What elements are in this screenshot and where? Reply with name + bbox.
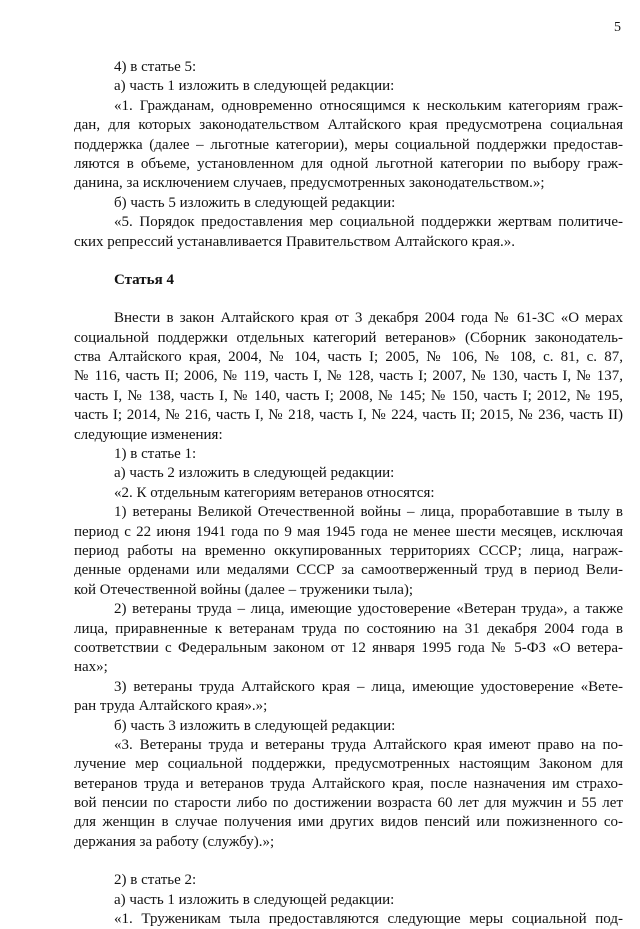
paragraph-line: 2) в статье 2:: [114, 872, 197, 889]
paragraph-line: часть I; 2014, № 216, часть I, № 218, часть I, № 224, часть II; 2015, № 236, часть II): [74, 407, 623, 424]
paragraph-line: период с 22 июня 1941 года по 9 мая 1945 года не менее шести месяцев, исключая: [74, 523, 623, 540]
paragraph-line: Внести в закон Алтайского края от 3 декабря 2004 года № 61-ЗС «О мерах: [114, 310, 623, 327]
paragraph-line: а) часть 1 изложить в следующей редакции:: [114, 891, 395, 908]
paragraph-gap: [74, 852, 623, 871]
paragraph-line: данина, за исключением случаев, предусмотренных законодательством.»;: [74, 175, 545, 192]
paragraph-line: часть I, № 138, часть I, № 140, часть I; 2008, № 145; № 150, часть I; 2012, № 195,: [74, 387, 623, 404]
paragraph-line: «3. Ветераны труда и ветераны труда Алтайского края имеют право на по-: [114, 736, 623, 753]
paragraph-line: «1. Труженикам тыла предоставляются следующие меры социальной под-: [114, 911, 623, 928]
paragraph-line: б) часть 3 изложить в следующей редакции:: [114, 717, 396, 734]
paragraph-line: ран труда Алтайского края».»;: [74, 698, 268, 715]
paragraph-line: а) часть 1 изложить в следующей редакции:: [114, 78, 395, 95]
paragraph-line: период работы на временно оккупированных территориях СССР; лица, награж-: [74, 542, 623, 559]
paragraph-line: «5. Порядок предоставления мер социальной поддержки жертвам политиче-: [114, 214, 623, 231]
paragraph-line: дан, для которых законодательством Алтайского края предусмотрена социальная: [74, 117, 623, 134]
paragraph-line: кой Отечественной войны (далее – труженики тыла);: [74, 581, 414, 598]
paragraph-line: держания за работу (службу).»;: [74, 833, 275, 850]
paragraph-line: ства Алтайского края, 2004, № 104, часть I; 2005, № 106, № 108, с. 81, с. 87,: [74, 349, 623, 366]
paragraph-line: поддержка (далее – льготные категории), меры социальной поддержки предостав-: [74, 136, 623, 153]
paragraph-line: вой пенсии по старости либо по достижении возраста 60 лет для мужчин и 55 лет: [74, 795, 623, 812]
paragraph-line: денные орденами или медалями СССР за самоотверженный труд в период Вели-: [74, 562, 623, 579]
paragraph-line: 2) ветераны труда – лица, имеющие удостоверение «Ветеран труда», а также: [114, 601, 623, 618]
article-3-amendments: [74, 58, 623, 252]
article-heading: Статья 4: [114, 271, 174, 288]
paragraph-line: «2. К отдельным категориям ветеранов относятся:: [114, 484, 435, 501]
paragraph-line: следующие изменения:: [74, 426, 223, 443]
paragraph-line: 3) ветераны труда Алтайского края – лица, имеющие удостоверение «Вете-: [114, 678, 623, 695]
paragraph-line: лучение мер социальной поддержки, предусмотренных настоящим Законом для: [74, 756, 623, 773]
paragraph-line: ляются в объеме, установленном для одной льготной категории по выбору граж-: [74, 155, 623, 172]
paragraph-line: 4) в статье 5:: [114, 59, 197, 75]
paragraph-line: б) часть 5 изложить в следующей редакции:: [114, 194, 396, 211]
paragraph-line: 1) ветераны Великой Отечественной войны – лица, проработавшие в тылу в: [114, 504, 623, 521]
paragraph-line: а) часть 2 изложить в следующей редакции:: [114, 465, 395, 482]
document-body: [74, 58, 623, 929]
page-number: 5: [614, 20, 621, 35]
paragraph-line: социальной поддержки отдельных категорий ветеранов» (Сборник законодатель-: [74, 329, 623, 346]
paragraph-line: «1. Гражданам, одновременно относящимся к нескольким категориям граж-: [114, 97, 623, 114]
paragraph-line: соответствии с Федеральным законом от 12 января 1995 года № 5-ФЗ «О ветера-: [74, 639, 623, 656]
paragraph-line: лица, приравненные к ветеранам труда по состоянию на 31 декабря 2004 года в: [74, 620, 623, 637]
paragraph-line: нах»;: [74, 659, 108, 676]
paragraph-line: 1) в статье 1:: [114, 446, 197, 463]
paragraph-line: ских репрессий устанавливается Правительством Алтайского края.».: [74, 233, 516, 250]
article-4-text: [74, 309, 623, 852]
paragraph-line: для женщин в случае получения ими других видов пенсий или пожизненного со-: [74, 814, 623, 831]
article-2-amendments: [74, 871, 623, 929]
paragraph-line: ветеранов труда и ветеранов труда Алтайского края, после назначения им страхо-: [74, 775, 623, 792]
paragraph-line: № 116, часть II; 2006, № 119, часть I, № 128, часть I; 2007, № 130, часть I, № 137,: [74, 368, 623, 385]
